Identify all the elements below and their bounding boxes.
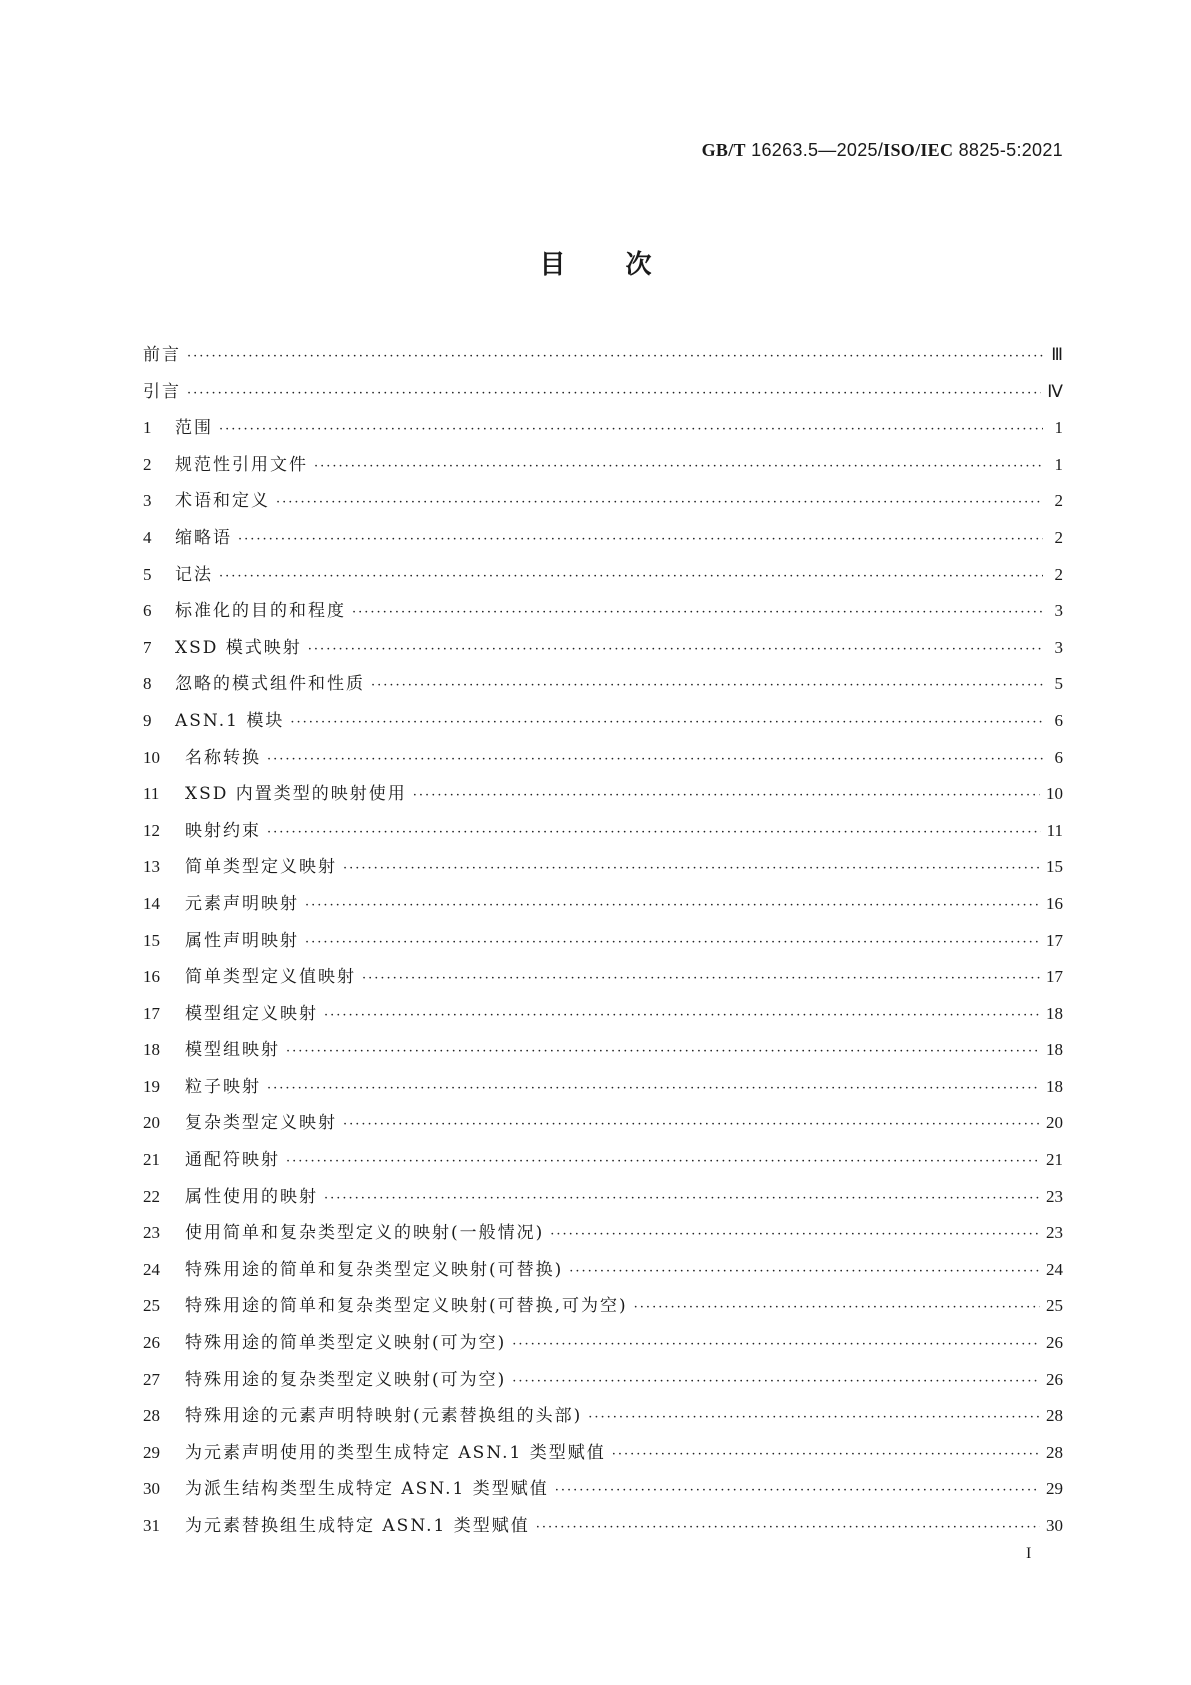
dot-leader	[512, 1337, 1040, 1352]
dot-leader	[555, 1483, 1040, 1498]
toc-entry[interactable]	[143, 1365, 1063, 1402]
toc-entry[interactable]	[143, 1182, 1063, 1219]
toc-entry-label: 规范性引用文件	[175, 454, 308, 475]
toc-entry-page: 17	[1046, 930, 1063, 950]
toc-entry-page: 18	[1046, 1040, 1063, 1060]
dot-leader	[362, 971, 1040, 986]
std-suffix: 8825-5:2021	[953, 140, 1063, 160]
toc-entry-number: 2	[143, 454, 152, 474]
toc-entry-page: 20	[1046, 1113, 1063, 1133]
toc-entry-number: 10	[143, 747, 160, 767]
toc-entry-label: 特殊用途的简单类型定义映射(可为空)	[185, 1333, 507, 1354]
toc-entry-label: 标准化的目的和程度	[175, 601, 346, 622]
toc-entry[interactable]	[143, 926, 1063, 963]
toc-entry-page: 26	[1046, 1369, 1063, 1389]
toc-entry-page: 30	[1046, 1516, 1063, 1535]
toc-entry[interactable]	[143, 1145, 1063, 1182]
toc-entry-page: 28	[1046, 1406, 1063, 1426]
toc-entry-label: XSD 模式映射	[175, 637, 302, 658]
dot-leader	[343, 861, 1040, 876]
toc-entry-number: 30	[143, 1479, 160, 1499]
toc-entry[interactable]	[143, 560, 1063, 597]
dot-leader	[305, 898, 1040, 913]
toc-entry-label: 缩略语	[175, 527, 232, 548]
dot-leader	[512, 1374, 1040, 1389]
toc-entry-number: 1	[143, 418, 152, 438]
toc-entry-page: 25	[1046, 1296, 1063, 1316]
toc-entry[interactable]	[143, 1255, 1063, 1292]
toc-entry-label: 范围	[175, 418, 213, 439]
dot-leader	[634, 1300, 1040, 1315]
toc-entry-page: 2	[1054, 491, 1063, 511]
toc-entry[interactable]	[143, 816, 1063, 853]
toc-entry-page: 3	[1054, 637, 1063, 657]
dot-leader	[352, 605, 1043, 620]
toc-entry-label: 模型组定义映射	[185, 1003, 318, 1024]
toc-entry-page: 6	[1054, 747, 1063, 767]
toc-entry-number: 31	[143, 1516, 160, 1535]
toc-entry-page: Ⅳ	[1047, 381, 1063, 401]
dot-leader	[413, 788, 1040, 803]
toc-entry-number: 15	[143, 930, 160, 950]
dot-leader	[536, 1520, 1040, 1535]
toc-entry-page: Ⅲ	[1051, 345, 1063, 364]
toc-entry-label: 记法	[175, 564, 213, 585]
dot-leader	[267, 752, 1043, 767]
toc-entry-label: 元素声明映射	[185, 893, 299, 914]
toc-entry-number: 13	[143, 857, 160, 877]
toc-entry-page: 1	[1054, 454, 1063, 474]
dot-leader	[276, 495, 1043, 510]
toc-entry-number: 19	[143, 1076, 160, 1096]
std-num: 16263.5—2025/	[745, 140, 884, 160]
toc-entry[interactable]	[143, 962, 1063, 999]
toc-entry-label: 使用简单和复杂类型定义的映射(一般情况)	[185, 1223, 545, 1244]
toc-entry-page: 17	[1046, 967, 1063, 987]
dot-leader	[286, 1154, 1040, 1169]
toc-entry-label: 通配符映射	[185, 1150, 280, 1171]
toc-entry-number: 16	[143, 967, 160, 987]
toc-entry-page: 11	[1046, 820, 1063, 840]
toc-entry[interactable]	[143, 377, 1063, 414]
dot-leader	[219, 569, 1043, 584]
toc-entry[interactable]	[143, 633, 1063, 670]
toc-entry-label: 模型组映射	[185, 1040, 280, 1061]
toc-entry-number: 7	[143, 637, 152, 657]
toc-entry-number: 21	[143, 1150, 160, 1170]
toc-entry-number: 3	[143, 491, 152, 511]
toc-entry[interactable]	[143, 486, 1063, 523]
page-number: I	[1026, 1545, 1032, 1562]
toc-entry-page: 21	[1046, 1150, 1063, 1170]
toc-entry-number: 27	[143, 1369, 160, 1389]
toc-entry-label: ASN.1 模块	[175, 710, 285, 731]
toc-entry-label: 为派生结构类型生成特定 ASN.1 类型赋值	[185, 1479, 549, 1500]
dot-leader	[371, 678, 1043, 693]
toc-entry[interactable]	[143, 340, 1063, 377]
toc-entry-number: 8	[143, 674, 152, 694]
toc-entry-label: 属性声明映射	[185, 930, 299, 951]
toc-entry-page: 18	[1046, 1003, 1063, 1023]
toc-entry-label: 简单类型定义映射	[185, 857, 337, 878]
toc-entry-page: 29	[1046, 1479, 1063, 1499]
toc-entry-page: 6	[1054, 710, 1063, 730]
toc-entry-page: 18	[1046, 1076, 1063, 1096]
toc-entry-page: 24	[1046, 1259, 1063, 1279]
toc-entry-label: 前言	[143, 345, 181, 365]
page-title: 目次	[539, 250, 712, 280]
toc-entry-page: 26	[1046, 1333, 1063, 1353]
toc-entry[interactable]	[143, 1218, 1063, 1255]
dot-leader	[343, 1117, 1040, 1132]
toc-entry[interactable]	[143, 1511, 1063, 1548]
toc-entry-label: 粒子映射	[185, 1076, 261, 1097]
toc-entry-label: 忽略的模式组件和性质	[175, 674, 365, 695]
dot-leader	[286, 1044, 1040, 1059]
toc-entry-number: 11	[143, 784, 160, 804]
std-iso: ISO/IEC	[883, 140, 954, 160]
toc-entry-number: 22	[143, 1186, 160, 1206]
dot-leader	[187, 386, 1041, 401]
toc-entry[interactable]	[143, 596, 1063, 633]
dot-leader	[550, 1227, 1040, 1242]
dot-leader	[267, 825, 1041, 840]
dot-leader	[308, 642, 1043, 657]
toc-entry-page: 10	[1046, 784, 1063, 804]
toc-entry[interactable]	[143, 706, 1063, 743]
toc-entry-page: 1	[1054, 418, 1063, 438]
toc-entry-page: 2	[1054, 564, 1063, 584]
dot-leader	[305, 935, 1040, 950]
toc-entry[interactable]	[143, 1438, 1063, 1475]
toc-entry-number: 25	[143, 1296, 160, 1316]
toc-entry-number: 26	[143, 1333, 160, 1353]
dot-leader	[290, 715, 1043, 730]
standard-number	[702, 140, 1063, 161]
toc-entry[interactable]	[143, 779, 1063, 816]
toc-entry[interactable]	[143, 1401, 1063, 1438]
dot-leader	[219, 422, 1043, 437]
toc-entry-label: XSD 内置类型的映射使用	[185, 784, 407, 805]
table-of-contents	[143, 340, 1063, 1548]
dot-leader	[569, 1264, 1040, 1279]
toc-entry[interactable]	[143, 889, 1063, 926]
toc-entry-number: 20	[143, 1113, 160, 1133]
toc-entry-page: 2	[1054, 527, 1063, 547]
toc-entry-page: 23	[1046, 1186, 1063, 1206]
dot-leader	[238, 532, 1043, 547]
toc-entry[interactable]	[143, 669, 1063, 706]
toc-entry-number: 17	[143, 1003, 160, 1023]
std-prefix: GB/T	[701, 140, 746, 160]
dot-leader	[314, 459, 1043, 474]
toc-entry-number: 5	[143, 564, 152, 584]
toc-entry-page: 3	[1054, 601, 1063, 621]
toc-entry[interactable]	[143, 1474, 1063, 1511]
toc-entry-label: 术语和定义	[175, 491, 270, 512]
dot-leader	[187, 349, 1043, 364]
dot-leader	[324, 1008, 1040, 1023]
toc-entry-number: 23	[143, 1223, 160, 1243]
toc-entry-number: 12	[143, 820, 160, 840]
toc-entry[interactable]	[143, 1328, 1063, 1365]
toc-entry-label: 特殊用途的元素声明特映射(元素替换组的头部)	[185, 1406, 583, 1427]
toc-entry[interactable]	[143, 413, 1063, 450]
toc-entry-label: 映射约束	[185, 820, 261, 841]
dot-leader	[324, 1191, 1040, 1206]
dot-leader	[612, 1447, 1040, 1462]
toc-entry-label: 属性使用的映射	[185, 1186, 318, 1207]
toc-entry[interactable]	[143, 523, 1063, 560]
toc-entry-number: 18	[143, 1040, 160, 1060]
toc-entry[interactable]	[143, 1291, 1063, 1328]
toc-entry[interactable]	[143, 852, 1063, 889]
toc-entry-label: 特殊用途的简单和复杂类型定义映射(可替换)	[185, 1259, 564, 1280]
toc-entry-label: 特殊用途的简单和复杂类型定义映射(可替换,可为空)	[185, 1296, 628, 1317]
toc-entry-number: 28	[143, 1406, 160, 1426]
toc-entry-number: 14	[143, 893, 160, 913]
toc-entry-number: 6	[143, 601, 152, 621]
toc-entry-label: 简单类型定义值映射	[185, 967, 356, 988]
toc-entry-label: 名称转换	[185, 747, 261, 768]
toc-entry-page: 15	[1046, 857, 1063, 877]
dot-leader	[588, 1410, 1040, 1425]
toc-entry-label: 特殊用途的复杂类型定义映射(可为空)	[185, 1369, 507, 1390]
toc-entry-label: 为元素替换组生成特定 ASN.1 类型赋值	[185, 1516, 530, 1536]
dot-leader	[267, 1081, 1040, 1096]
toc-entry[interactable]	[143, 1035, 1063, 1072]
toc-entry-number: 24	[143, 1259, 160, 1279]
toc-entry-page: 28	[1046, 1442, 1063, 1462]
toc-entry[interactable]	[143, 450, 1063, 487]
toc-entry[interactable]	[143, 1108, 1063, 1145]
toc-entry[interactable]	[143, 1072, 1063, 1109]
toc-entry[interactable]	[143, 999, 1063, 1036]
toc-entry-label: 复杂类型定义映射	[185, 1113, 337, 1134]
toc-entry[interactable]	[143, 743, 1063, 780]
toc-entry-page: 5	[1054, 674, 1063, 694]
toc-entry-number: 4	[143, 527, 152, 547]
toc-entry-label: 引言	[143, 381, 181, 402]
toc-entry-page: 16	[1046, 893, 1063, 913]
toc-entry-number: 29	[143, 1442, 160, 1462]
toc-entry-number: 9	[143, 710, 152, 730]
toc-entry-label: 为元素声明使用的类型生成特定 ASN.1 类型赋值	[185, 1442, 606, 1463]
toc-entry-page: 23	[1046, 1223, 1063, 1243]
